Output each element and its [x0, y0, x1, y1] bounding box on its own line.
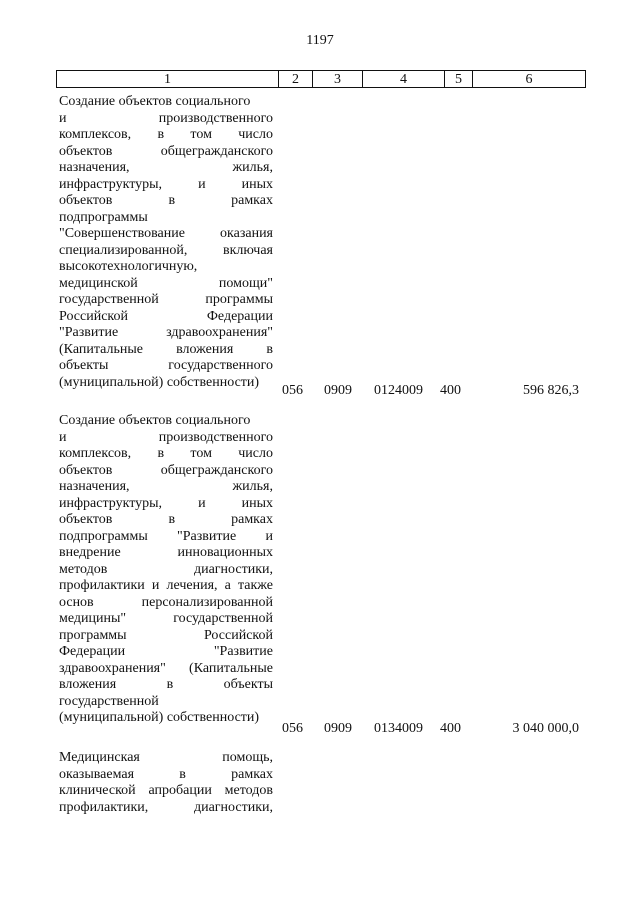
desc-line: Создание объектов социального	[59, 94, 251, 109]
desc-line: комплексов, в том число	[59, 446, 273, 461]
row-description	[59, 94, 273, 391]
desc-line: вложения в объекты	[59, 677, 273, 692]
desc-line: внедрение инновационных	[59, 545, 273, 560]
header-col-6: 6	[525, 72, 533, 87]
desc-line: специализированной, включая	[59, 242, 273, 258]
desc-line: инфраструктуры, и иных	[59, 176, 273, 192]
desc-line: инфраструктуры, и иных	[59, 495, 273, 511]
cell-vr: 400	[440, 721, 461, 736]
desc-line: (муниципальной) собственности)	[59, 710, 260, 725]
desc-line: "Развитие здравоохранения"	[59, 325, 273, 340]
row-description	[59, 750, 273, 816]
desc-line: Создание объектов социального	[59, 413, 251, 428]
cell-cs: 0134009	[374, 721, 423, 736]
desc-line: медицины" государственной	[59, 611, 273, 626]
desc-line: Медицинская помощь,	[59, 750, 273, 765]
desc-line: медицинской помощи"	[59, 275, 273, 291]
desc-line: и производственного	[59, 429, 273, 445]
desc-line: государственной	[59, 693, 159, 709]
header-col-3: 3	[313, 71, 363, 87]
row-description	[59, 413, 273, 727]
desc-line: (Капитальные вложения в	[59, 341, 273, 357]
desc-line: (муниципальной) собственности)	[59, 374, 260, 390]
desc-line: назначения, жилья,	[59, 160, 273, 175]
desc-line: "Совершенствование оказания	[59, 226, 273, 241]
cell-pr: 0909	[324, 383, 352, 398]
desc-line: объектов общегражданского	[59, 462, 273, 478]
cell-rz: 056	[282, 383, 303, 398]
desc-line: и производственного	[59, 110, 273, 126]
desc-line: Российской Федерации	[59, 308, 273, 324]
desc-line: высокотехнологичную,	[59, 259, 198, 274]
desc-line: объектов общегражданского	[59, 143, 273, 159]
desc-line: профилактики, диагностики,	[59, 799, 273, 815]
desc-line: подпрограммы "Развитие и	[59, 528, 273, 544]
cell-pr: 0909	[324, 721, 352, 736]
desc-line: основ персонализированной	[59, 594, 273, 610]
desc-line: оказываемая в рамках	[59, 766, 273, 782]
cell-vr: 400	[440, 383, 461, 398]
desc-line: назначения, жилья,	[59, 479, 273, 494]
cell-sum: 596 826,3	[523, 383, 579, 398]
cell-cs: 0124009	[374, 383, 423, 398]
desc-line: программы Российской	[59, 627, 273, 643]
cell-rz: 056	[282, 721, 303, 736]
desc-line: подпрограммы	[59, 209, 148, 225]
table-header	[56, 70, 586, 88]
desc-line: клинической апробации методов	[59, 783, 273, 798]
header-col-5: 5	[445, 71, 473, 87]
desc-line: комплексов, в том число	[59, 127, 273, 142]
desc-line: объекты государственного	[59, 358, 273, 373]
desc-line: методов диагностики,	[59, 561, 273, 577]
desc-line: профилактики и лечения, а также	[59, 578, 273, 593]
desc-line: государственной программы	[59, 292, 273, 307]
desc-line: объектов в рамках	[59, 193, 273, 208]
page-number: 1197	[306, 33, 334, 48]
desc-line: Федерации "Развитие	[59, 644, 273, 659]
header-col-1: 1	[57, 71, 279, 87]
cell-sum: 3 040 000,0	[512, 721, 579, 736]
header-col-4: 4	[363, 71, 445, 87]
desc-line: здравоохранения" (Капитальные	[59, 660, 273, 676]
header-col-2: 2	[279, 71, 313, 87]
desc-line: объектов в рамках	[59, 512, 273, 527]
